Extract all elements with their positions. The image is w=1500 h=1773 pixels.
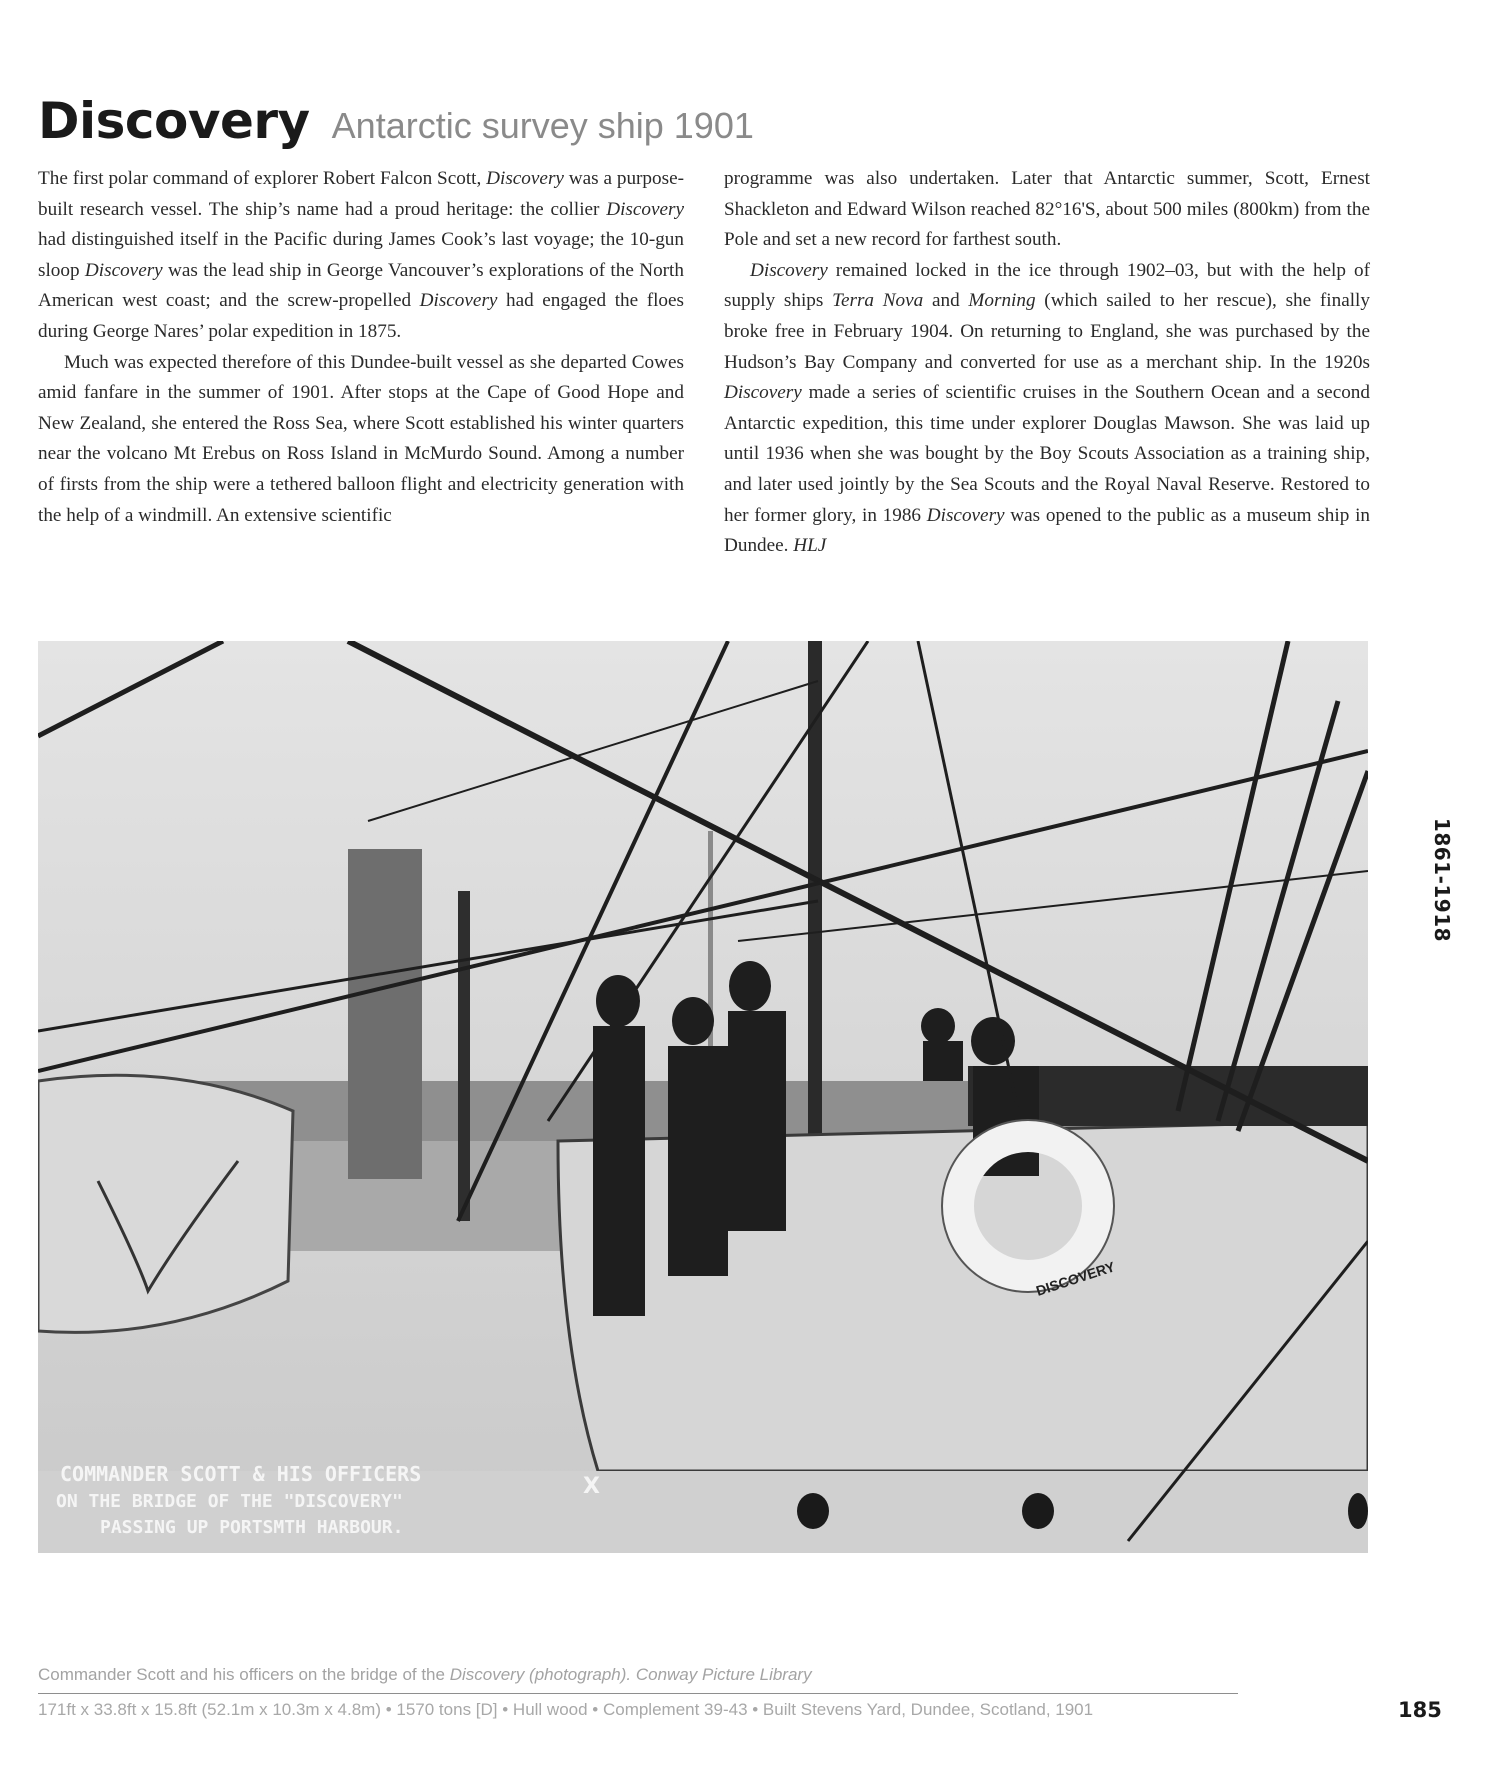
era-side-label: 1861-1918 [1430,817,1454,943]
forward-post [458,891,470,1221]
ship-funnel [348,849,422,1179]
inscription-line-2: ON THE BRIDGE OF THE "DISCOVERY" [56,1491,403,1512]
page-subtitle: Antarctic survey ship 1901 [331,105,754,146]
page-title: Discovery [38,92,310,150]
left-text-column [38,164,684,531]
main-mast [808,641,822,1201]
lifeboat [38,1075,293,1332]
historical-photograph [38,641,1368,1553]
photo-caption: Commander Scott and his officers on the bridge of the Discovery (photograph). Conway Picture Library [38,1665,812,1684]
right-text-column [724,164,1370,562]
left-paragraph-2: Much was expected therefore of this Dundee-built vessel as she departed Cowes amid fanfare in the summer of 1901. After stops at the Cape of Good Hope and New Zealand, she entered the Ross Sea, where Scott established his winter quarters near the volcano Mt Erebus on Ross Island in McMurdo Sound. Among a number of firsts from the ship were a tethered balloon flight and electricity generation with the help of a windmill. An extensive scientific [38,351,684,526]
inscription-line-1: COMMANDER SCOTT & HIS OFFICERS [60,1462,422,1486]
photo-illustration [38,641,1368,1553]
page-title-block [38,92,1038,162]
inscription-mark: X [583,1474,600,1499]
right-paragraph-2: Discovery remained locked in the ice through 1902–03, but with the help of supply ships Terra Nova and Morning (which sailed to her rescue), she finally broke free in February 1904. On returning to England, she was purchased by the Hudson’s Bay Company and converted for use as a merchant ship. In the 1920s Discovery made a series of scientific cruises in the Southern Ocean and a second Antarctic expedition, this time under explorer Douglas Mawson. She was laid up until 1936 when she was bought by the Boy Scouts Association as a training ship, and later used jointly by the Sea Scouts and the Royal Naval Reserve. Restored to her former glory, in 1986 Discovery was opened to the public as a museum ship in Dundee. HLJ [724,259,1370,557]
caption-divider [38,1693,1238,1694]
left-paragraph-1: The first polar command of explorer Robert Falcon Scott, Discovery was a purpose-built research vessel. The ship’s name had a proud heritage: the collier Discovery had distinguished itself in the Pacific during James Cook’s last voyage; the 10-gun sloop Discovery was the lead ship in George Vancouver’s explorations of the North American west coast; and the screw-propelled Discovery had engaged the floes during George Nares’ polar expedition in 1875. [38,168,685,342]
lifebuoy-label: DISCOVERY [1033,1258,1117,1299]
inscription-line-3: PASSING UP PORTSMTH HARBOUR. [100,1517,404,1538]
ship-specifications: 171ft x 33.8ft x 15.8ft (52.1m x 10.3m x 4.8m) • 1570 tons [D] • Hull wood • Complement 39-43 • Built Stevens Yard, Dundee, Scotland, 1901 [38,1700,1094,1719]
page-number: 185 [1398,1698,1442,1722]
right-paragraph-1: programme was also undertaken. Later that Antarctic summer, Scott, Ernest Shackleton and Edward Wilson reached 82°16'S, about 500 miles (800km) from the Pole and set a new record for farthest south. [724,168,1370,251]
